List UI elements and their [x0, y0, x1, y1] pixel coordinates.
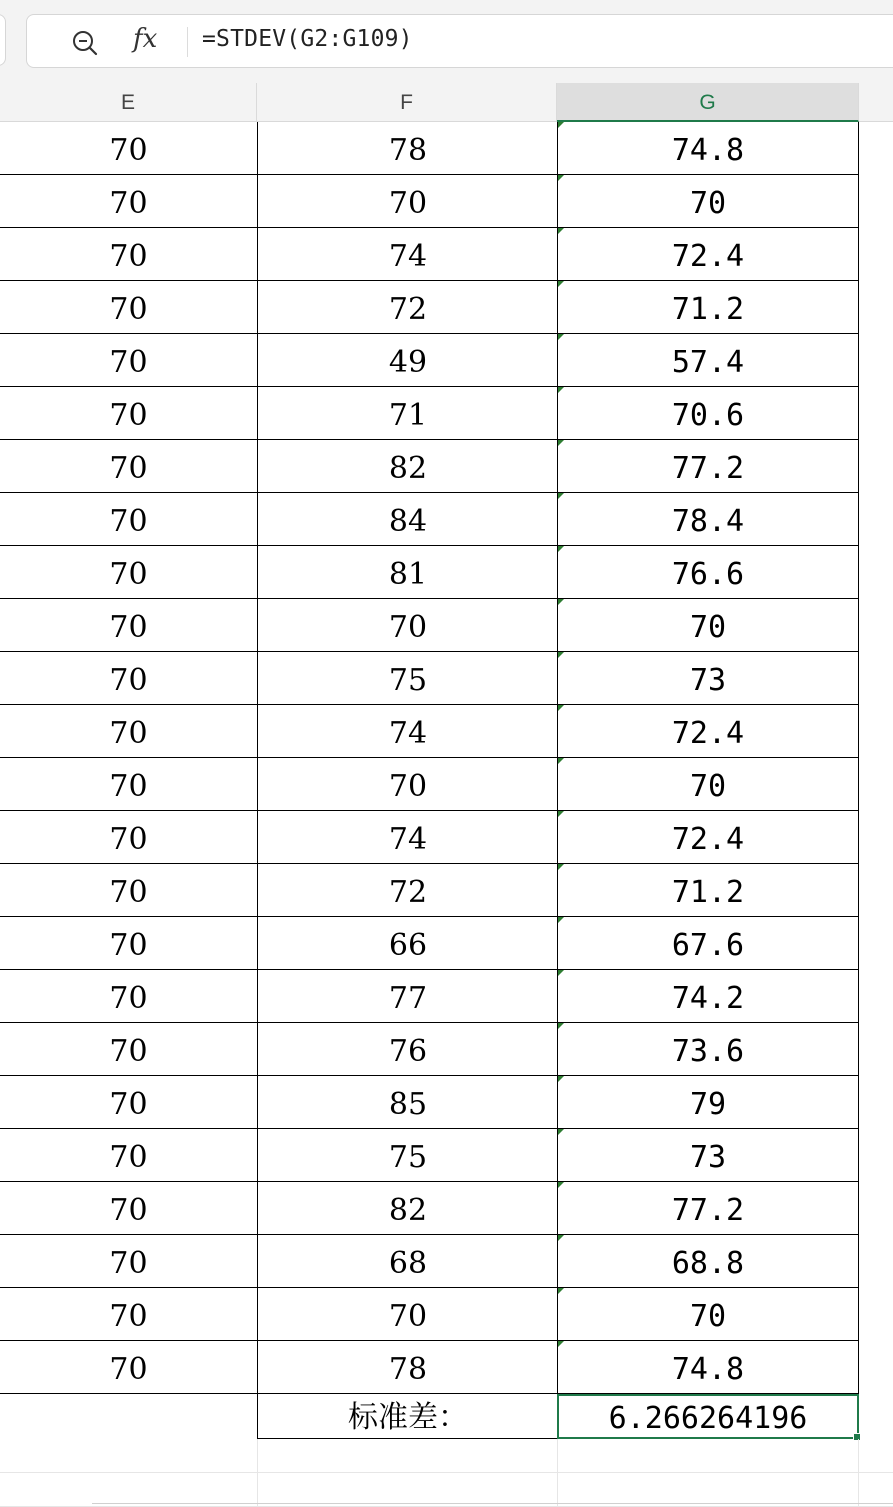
cell-value: 70 — [109, 1299, 148, 1334]
table-row — [0, 1341, 893, 1394]
cell-value: 70 — [109, 1087, 148, 1122]
cell-e[interactable] — [0, 652, 257, 705]
cell-g[interactable] — [557, 864, 859, 917]
cell-f[interactable] — [257, 122, 558, 175]
cell-f[interactable] — [257, 1235, 558, 1288]
cell-value: 70 — [388, 186, 428, 221]
cell-g[interactable] — [557, 493, 859, 546]
formula-input[interactable]: =STDEV(G2:G109) — [202, 26, 413, 52]
cell-value: 70 — [109, 133, 148, 168]
table-row — [0, 758, 893, 811]
cell-value: 70 — [109, 504, 148, 539]
cell-value: 66 — [388, 928, 428, 963]
cell-value: 82 — [388, 451, 428, 486]
cell-g[interactable] — [557, 440, 859, 493]
cell-g[interactable] — [557, 334, 859, 387]
grid-line — [557, 1473, 558, 1507]
cell-value: 71.2 — [671, 292, 745, 327]
cell-value: 57.4 — [671, 345, 745, 380]
formula-indicator-icon — [558, 652, 564, 658]
formula-indicator-icon — [558, 1076, 564, 1082]
cell-value: 70 — [109, 1034, 148, 1069]
cell-value: 70 — [109, 186, 148, 221]
cell-f[interactable] — [257, 281, 558, 334]
table-row — [0, 652, 893, 705]
cell-f[interactable] — [257, 493, 558, 546]
formula-indicator-icon — [558, 1288, 564, 1294]
cell-value: 70 — [109, 557, 148, 592]
cell-value: 73 — [689, 663, 727, 698]
table-row — [0, 811, 893, 864]
cell-value: 70 — [388, 769, 428, 804]
cell-value: 70 — [109, 1352, 148, 1387]
cell-value: 85 — [388, 1087, 428, 1122]
sheet-grid — [0, 122, 893, 1507]
cell-value: 72.4 — [671, 716, 745, 751]
cell-f[interactable] — [257, 758, 558, 811]
cell-e[interactable] — [0, 758, 257, 811]
cell-value: 82 — [388, 1193, 428, 1228]
formula-indicator-icon — [558, 917, 564, 923]
cell-e[interactable] — [0, 281, 257, 334]
cell-g[interactable] — [557, 387, 859, 440]
cell-value: 77 — [388, 981, 428, 1016]
cell-value: 79 — [689, 1087, 727, 1122]
formula-indicator-icon — [558, 1341, 564, 1347]
cell-e[interactable] — [0, 175, 257, 228]
cell-value: 68 — [388, 1246, 428, 1281]
cell-f[interactable] — [257, 1023, 558, 1076]
cell-value: 70 — [109, 239, 148, 274]
table-row — [0, 705, 893, 758]
cell-g[interactable] — [557, 599, 859, 652]
cell-value: 70 — [109, 822, 148, 857]
cell-value: 70 — [109, 398, 148, 433]
cell-e[interactable] — [0, 1129, 257, 1182]
sheet-bottom-divider — [92, 1503, 893, 1504]
cell-value: 76.6 — [671, 557, 745, 592]
cell-e[interactable] — [0, 970, 257, 1023]
empty-row[interactable] — [0, 1439, 893, 1473]
cell-f[interactable] — [257, 705, 558, 758]
cell-f[interactable] — [257, 1288, 558, 1341]
cell-value: 73.6 — [671, 1034, 745, 1069]
table-row — [0, 546, 893, 599]
cell-f[interactable] — [257, 599, 558, 652]
cell-g[interactable] — [557, 652, 859, 705]
cell-g[interactable] — [557, 917, 859, 970]
cell-e[interactable] — [0, 864, 257, 917]
cell-value: 67.6 — [671, 928, 745, 963]
formula-indicator-icon — [558, 175, 564, 181]
formula-toolbar — [0, 0, 893, 83]
grid-line — [257, 1473, 258, 1507]
table-row — [0, 493, 893, 546]
cell-value: 75 — [388, 1140, 428, 1175]
cell-value: 73 — [689, 1140, 727, 1175]
table-row — [0, 1076, 893, 1129]
cell-value: 70 — [388, 610, 428, 645]
cell-e[interactable] — [0, 1235, 257, 1288]
cell-value: 70 — [109, 981, 148, 1016]
empty-row[interactable] — [0, 1473, 893, 1507]
grid-line — [858, 1473, 859, 1507]
cell-e[interactable] — [0, 334, 257, 387]
cell-g[interactable] — [557, 546, 859, 599]
cell-value: 70 — [109, 451, 148, 486]
cell-value: 84 — [388, 504, 428, 539]
cell-value: 81 — [388, 557, 428, 592]
cell-value: 74 — [388, 239, 428, 274]
name-box[interactable] — [0, 14, 6, 66]
formula-indicator-icon — [558, 970, 564, 976]
cell-e[interactable] — [0, 1341, 257, 1394]
table-row — [0, 387, 893, 440]
formula-indicator-icon — [558, 334, 564, 340]
cell-value: 70 — [689, 1299, 727, 1334]
formula-indicator-icon — [558, 387, 564, 393]
std-dev-label[interactable]: 标准差： — [257, 1394, 558, 1439]
cell-value: 70 — [109, 1140, 148, 1175]
cell-value: 78.4 — [671, 504, 745, 539]
cell-e[interactable] — [0, 387, 257, 440]
grid-line — [858, 1439, 859, 1473]
table-row — [0, 970, 893, 1023]
cell-g[interactable] — [557, 1023, 859, 1076]
cell-value: 72 — [388, 292, 428, 327]
table-row — [0, 228, 893, 281]
cell-value: 70 — [689, 610, 727, 645]
cell-value: 72.4 — [671, 239, 745, 274]
cell-f[interactable] — [257, 1182, 558, 1235]
cell-f[interactable] — [257, 864, 558, 917]
cell-value: 72.4 — [671, 822, 745, 857]
table-row — [0, 864, 893, 917]
cell-f[interactable] — [257, 1129, 558, 1182]
cell-g[interactable] — [557, 281, 859, 334]
cell-f[interactable] — [257, 652, 558, 705]
table-row — [0, 1129, 893, 1182]
cell-e[interactable] — [0, 1182, 257, 1235]
zoom-out-icon[interactable] — [71, 29, 99, 57]
cell-value: 74 — [388, 822, 428, 857]
table-row — [0, 1182, 893, 1235]
cell-g[interactable] — [557, 175, 859, 228]
function-icon[interactable]: fx — [133, 24, 158, 54]
table-row — [0, 440, 893, 493]
grid-line — [557, 1439, 558, 1473]
table-row — [0, 1235, 893, 1288]
cell-value: 70 — [109, 1193, 148, 1228]
cell-e[interactable] — [0, 1023, 257, 1076]
formula-bar[interactable] — [26, 14, 893, 68]
cell-value: 70.6 — [671, 398, 745, 433]
cell-value: 78 — [388, 133, 428, 168]
cell-value: 49 — [388, 345, 428, 380]
cell-f[interactable] — [257, 334, 558, 387]
formula-indicator-icon — [558, 1023, 564, 1029]
table-row — [0, 175, 893, 228]
cell-g[interactable] — [557, 970, 859, 1023]
cell-e[interactable] — [0, 705, 257, 758]
cell-value: 77.2 — [671, 451, 745, 486]
cell-f[interactable] — [257, 546, 558, 599]
cell-f[interactable] — [257, 387, 558, 440]
cell-e[interactable] — [0, 440, 257, 493]
formula-indicator-icon — [558, 546, 564, 552]
cell-value: 70 — [109, 769, 148, 804]
cell-value: 75 — [388, 663, 428, 698]
column-header-g[interactable]: G — [557, 83, 859, 122]
cell-g[interactable] — [557, 1288, 859, 1341]
cell-f[interactable] — [257, 1076, 558, 1129]
cell-f[interactable] — [257, 917, 558, 970]
cell-value: 70 — [689, 186, 727, 221]
formula-indicator-icon — [558, 1129, 564, 1135]
table-row — [0, 599, 893, 652]
cell-value: 70 — [109, 875, 148, 910]
formula-indicator-icon — [558, 122, 564, 128]
cell-value: 71 — [388, 398, 428, 433]
cell-value: 76 — [388, 1034, 428, 1069]
cell-f[interactable] — [257, 1341, 558, 1394]
formula-indicator-icon — [558, 864, 564, 870]
cell-value: 70 — [109, 716, 148, 751]
cell-f[interactable] — [257, 175, 558, 228]
cell-value: 70 — [109, 610, 148, 645]
column-header-f[interactable]: F — [257, 83, 557, 122]
cell-value: 70 — [109, 345, 148, 380]
std-dev-cell-selected[interactable]: 6.266264196 — [557, 1394, 859, 1439]
formula-divider — [187, 27, 188, 57]
formula-indicator-icon — [558, 1235, 564, 1241]
cell-e[interactable] — [0, 917, 257, 970]
cell-f[interactable] — [257, 440, 558, 493]
cell-value: 70 — [388, 1299, 428, 1334]
formula-indicator-icon — [558, 705, 564, 711]
cell-value: 74.2 — [671, 981, 745, 1016]
cell-e[interactable] — [0, 811, 257, 864]
cell-g[interactable] — [557, 811, 859, 864]
cell-e[interactable] — [0, 122, 257, 175]
cell-g[interactable] — [557, 758, 859, 811]
table-row — [0, 334, 893, 387]
cell-g[interactable] — [557, 1129, 859, 1182]
cell-g[interactable] — [557, 1182, 859, 1235]
table-row — [0, 122, 893, 175]
formula-indicator-icon — [558, 228, 564, 234]
cell-value: 72 — [388, 875, 428, 910]
table-row — [0, 1023, 893, 1076]
formula-indicator-icon — [558, 281, 564, 287]
cell-f[interactable] — [257, 228, 558, 281]
formula-indicator-icon — [558, 493, 564, 499]
cell-value: 70 — [109, 292, 148, 327]
table-row — [0, 917, 893, 970]
cell-value: 74.8 — [671, 133, 745, 168]
cell-f[interactable] — [257, 970, 558, 1023]
cell-value: 70 — [109, 663, 148, 698]
cell-g[interactable] — [557, 1076, 859, 1129]
formula-indicator-icon — [558, 1182, 564, 1188]
cell-value: 70 — [689, 769, 727, 804]
cell-g[interactable] — [557, 122, 859, 175]
cell-e[interactable] — [0, 228, 257, 281]
cell-value: 78 — [388, 1352, 428, 1387]
cell-e[interactable] — [0, 1076, 257, 1129]
formula-indicator-icon — [558, 758, 564, 764]
cell-e[interactable] — [0, 493, 257, 546]
table-row — [0, 1288, 893, 1341]
cell-g[interactable] — [557, 1235, 859, 1288]
summary-row — [0, 1394, 893, 1439]
formula-indicator-icon — [558, 440, 564, 446]
grid-line — [257, 1439, 258, 1473]
cell-e[interactable] — [0, 1288, 257, 1341]
cell-e[interactable] — [0, 546, 257, 599]
column-header-e[interactable]: E — [0, 83, 257, 122]
cell-g[interactable] — [557, 228, 859, 281]
formula-indicator-icon — [558, 811, 564, 817]
cell-value: 70 — [109, 1246, 148, 1281]
cell-f[interactable] — [257, 811, 558, 864]
cell-value: 71.2 — [671, 875, 745, 910]
cell-value: 68.8 — [671, 1246, 745, 1281]
table-row — [0, 281, 893, 334]
cell-g[interactable] — [557, 1341, 859, 1394]
column-header-row — [0, 83, 893, 122]
cell-e[interactable] — [0, 599, 257, 652]
cell-value: 74.8 — [671, 1352, 745, 1387]
cell-value: 70 — [109, 928, 148, 963]
formula-indicator-icon — [558, 599, 564, 605]
cell-value: 74 — [388, 716, 428, 751]
cell-g[interactable] — [557, 705, 859, 758]
cell-value: 77.2 — [671, 1193, 745, 1228]
